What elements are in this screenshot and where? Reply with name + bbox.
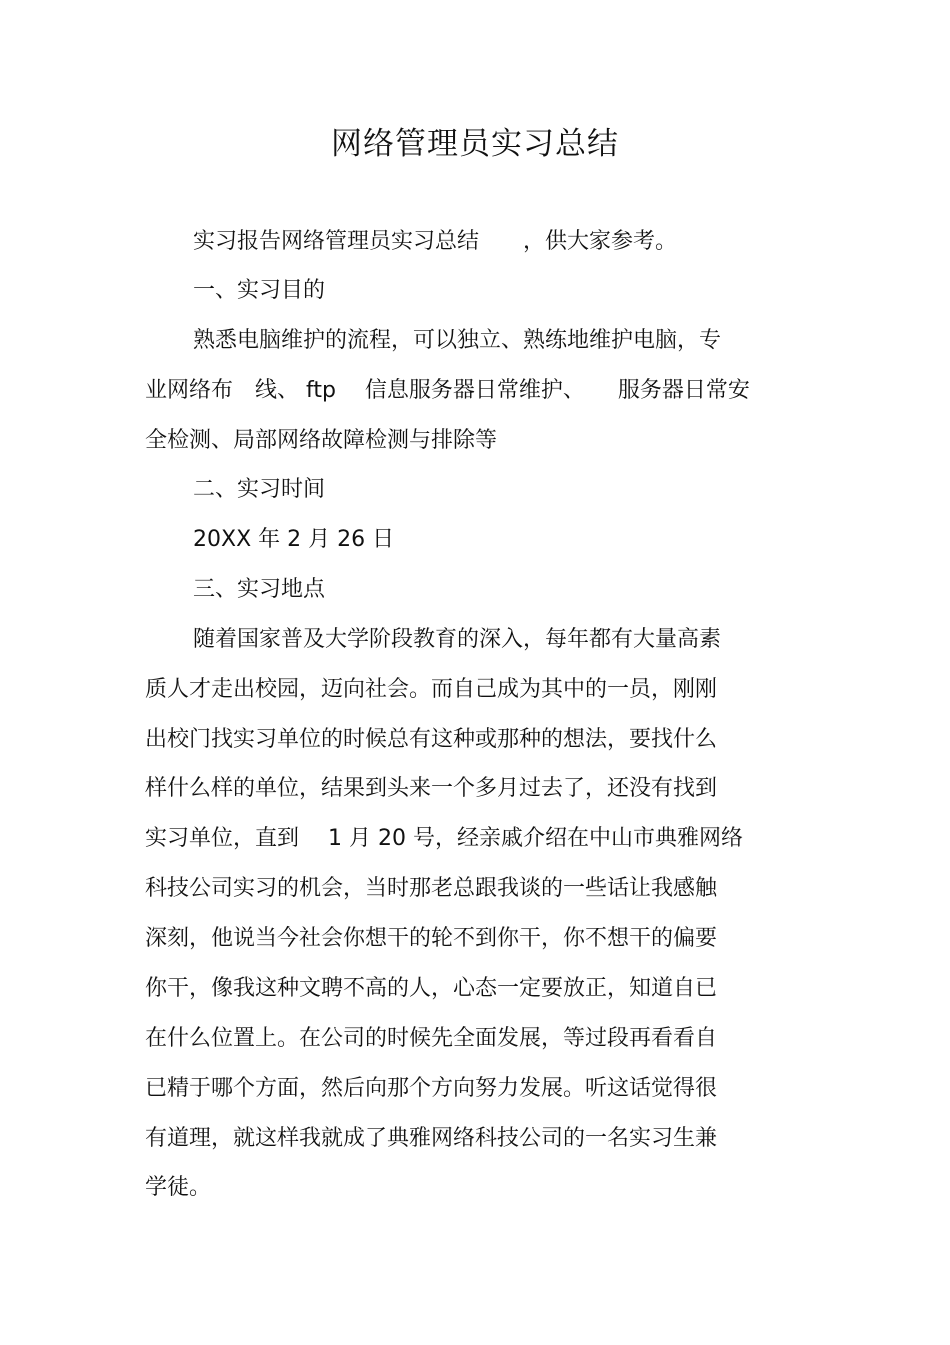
paragraph-line: 随着国家普及大学阶段教育的深入，每年都有大量高素: [193, 627, 722, 652]
paragraph-line: 科技公司实习的机会，当时那老总跟我谈的一些话让我感触: [145, 876, 718, 901]
paragraph-line: 学徒。: [145, 1175, 212, 1200]
paragraph-line: 有道理，就这样我就成了典雅网络科技公司的一名实习生兼: [145, 1126, 718, 1151]
paragraph-line: 样什么样的单位，结果到头来一个多月过去了，还没有找到: [145, 776, 718, 801]
paragraph-line: 深刻，他说当今社会你想干的轮不到你干，你不想干的偏要: [145, 926, 718, 951]
paragraph-line: 实习报告网络管理员实习总结 ，供大家参考。: [193, 229, 678, 254]
paragraph-line: 全检测、局部网络故障检测与排除等: [145, 428, 498, 453]
paragraph-line: 在什么位置上。在公司的时候先全面发展，等过段再看看自: [145, 1026, 718, 1051]
paragraph-line: 业网络布 线、 ftp 信息服务器日常维护、 服务器日常安: [145, 378, 750, 403]
section-heading: 二、实习时间: [193, 477, 326, 502]
paragraph-line: 你干，像我这种文聘不高的人，心态一定要放正，知道自已: [145, 976, 718, 1001]
section-heading: 一、实习目的: [193, 278, 326, 303]
paragraph-line: 熟悉电脑维护的流程，可以独立、熟练地维护电脑，专: [193, 328, 722, 353]
page-title: 网络管理员实习总结: [331, 126, 619, 162]
paragraph-line: 质人才走出校园，迈向社会。而自己成为其中的一员，刚刚: [145, 677, 718, 702]
paragraph-line: 实习单位，直到 1 月 20 号，经亲戚介绍在中山市典雅网络: [145, 826, 743, 851]
section-heading: 三、实习地点: [193, 577, 326, 602]
paragraph-line: 已精于哪个方面，然后向那个方向努力发展。听这话觉得很: [145, 1076, 718, 1101]
paragraph-line: 20XX 年 2 月 26 日: [193, 527, 395, 552]
paragraph-line: 出校门找实习单位的时候总有这种或那种的想法，要找什么: [145, 727, 718, 752]
